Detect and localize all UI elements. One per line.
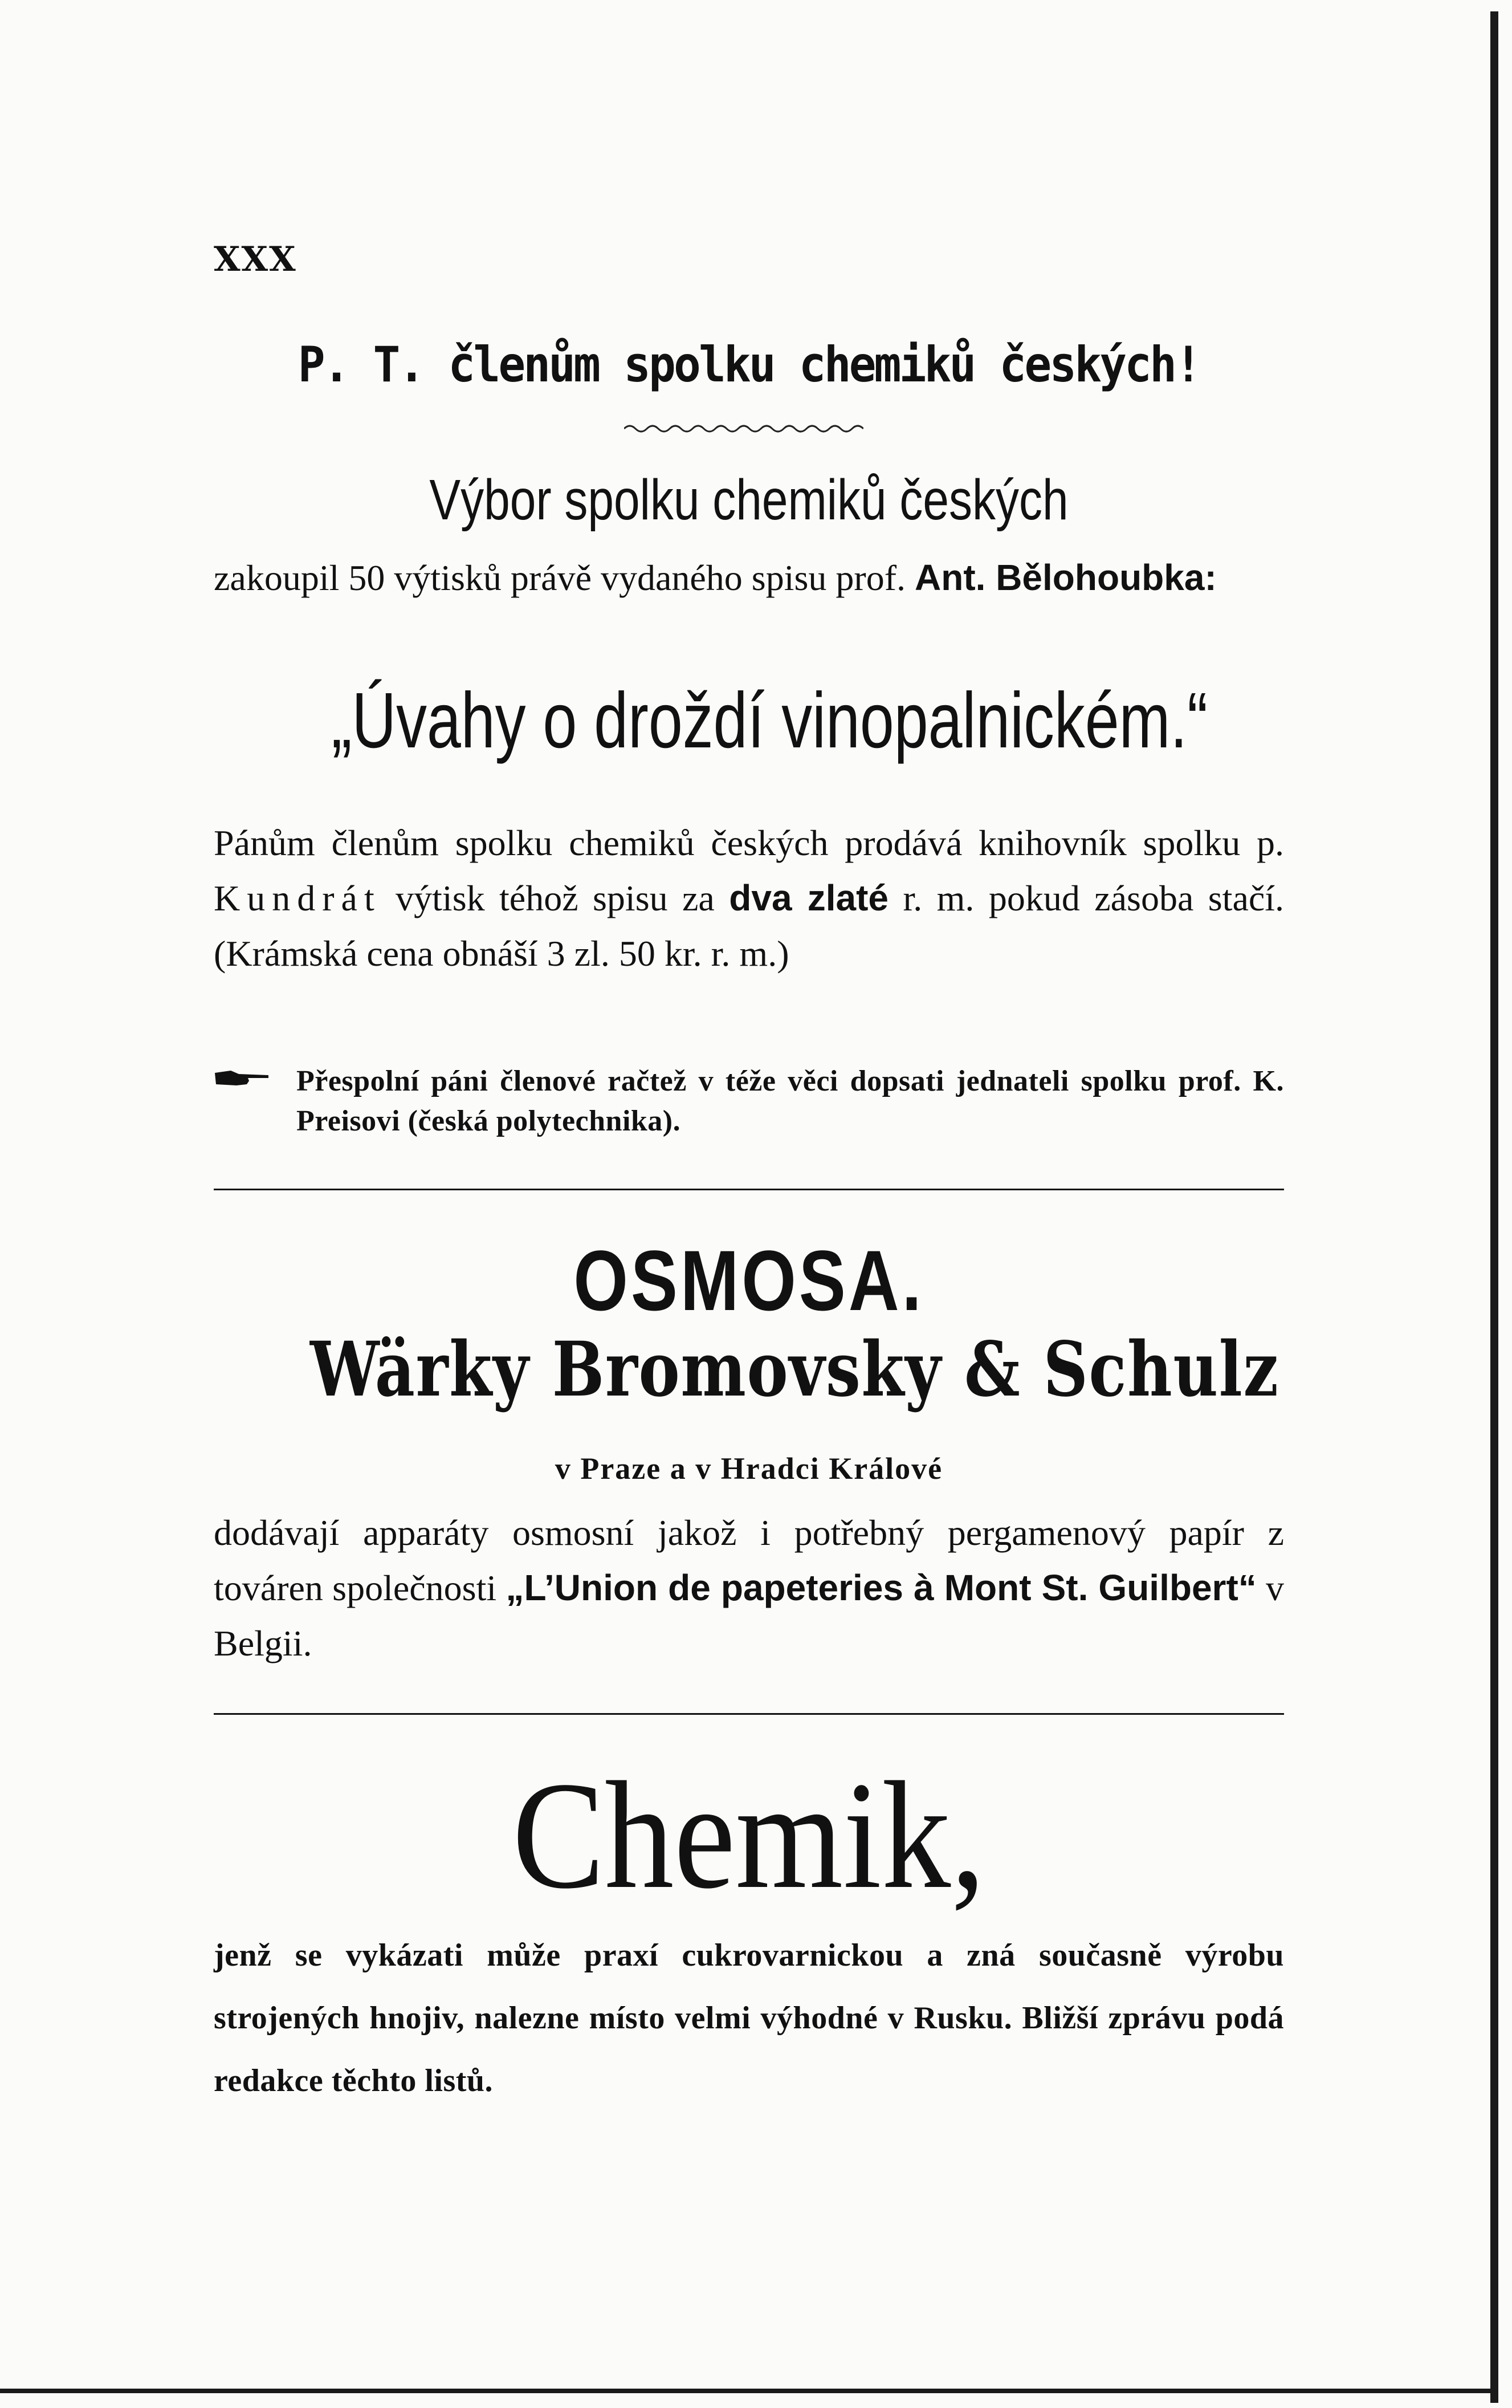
purchase-paragraph <box>214 550 1284 605</box>
sale-text-a: Pánům členům spolku chemiků českých prodává knihovník spolku p. <box>214 823 1284 863</box>
notice-paragraph <box>214 1061 1284 1141</box>
author-colon: : <box>1204 557 1217 598</box>
firm-name: Wärky Bromovsky & Schulz <box>310 1325 1279 1414</box>
notice-text-b: (česká polytechnika). <box>407 1105 681 1137</box>
sale-text-b: výtisk téhož spisu za <box>396 878 715 918</box>
sale-price: dva zlaté <box>729 877 889 918</box>
committee-heading: Výbor spolku chemiků českých <box>429 468 1069 532</box>
osmosa-text-b: v Belgii. <box>214 1568 1285 1663</box>
document-page <box>214 0 1284 2408</box>
section-divider <box>214 1189 1284 1190</box>
wavy-divider <box>624 422 863 436</box>
page-edge-right <box>1490 11 1498 2403</box>
notice-text-a: Přespolní páni členové račtež v téže věci dopsati jednateli spolku prof. <box>296 1065 1241 1097</box>
section-divider <box>214 1713 1284 1715</box>
pointing-hand-icon <box>214 1068 271 1088</box>
book-title: „Úvahy o droždí vinopalnickém.“ <box>331 677 1208 764</box>
salutation-heading: P. T. členům spolku chemiků českých! <box>297 336 1200 393</box>
notice-name: K. Preisovi <box>296 1065 1284 1137</box>
librarian-name: Kundrát <box>214 878 381 918</box>
purchase-text: zakoupil 50 výtisků právě vydaného spisu prof. <box>214 558 906 598</box>
chemik-heading: Chemik, <box>512 1750 986 1921</box>
sale-text-c: r. m. pokud zásoba stačí. (Krámská cena obnáší 3 zl. 50 kr. r. m.) <box>214 878 1285 974</box>
osmosa-text-a: dodávají apparáty osmosní jakož i potřebný pergamenový papír z továren společnosti <box>214 1512 1284 1608</box>
firm-location: v Praze a v Hradci Králové <box>555 1451 943 1486</box>
chemik-paragraph: jenž se vykázati může praxí cukrovarnickou a zná současně výrobu strojených hnojiv, nalezne místo velmi výhodné v Rusku. Bližší zprávu podá redakce těchto listů. <box>214 1938 1284 2098</box>
page-number: XXX <box>214 239 297 279</box>
author-name: Ant. Bělohoubka <box>915 557 1205 598</box>
osmosa-paragraph <box>214 1505 1284 1671</box>
osmosa-heading: OSMOSA. <box>573 1233 924 1328</box>
sale-paragraph <box>214 815 1284 981</box>
company-name: „L’Union de papeteries à Mont St. Guilbert“ <box>506 1567 1257 1608</box>
